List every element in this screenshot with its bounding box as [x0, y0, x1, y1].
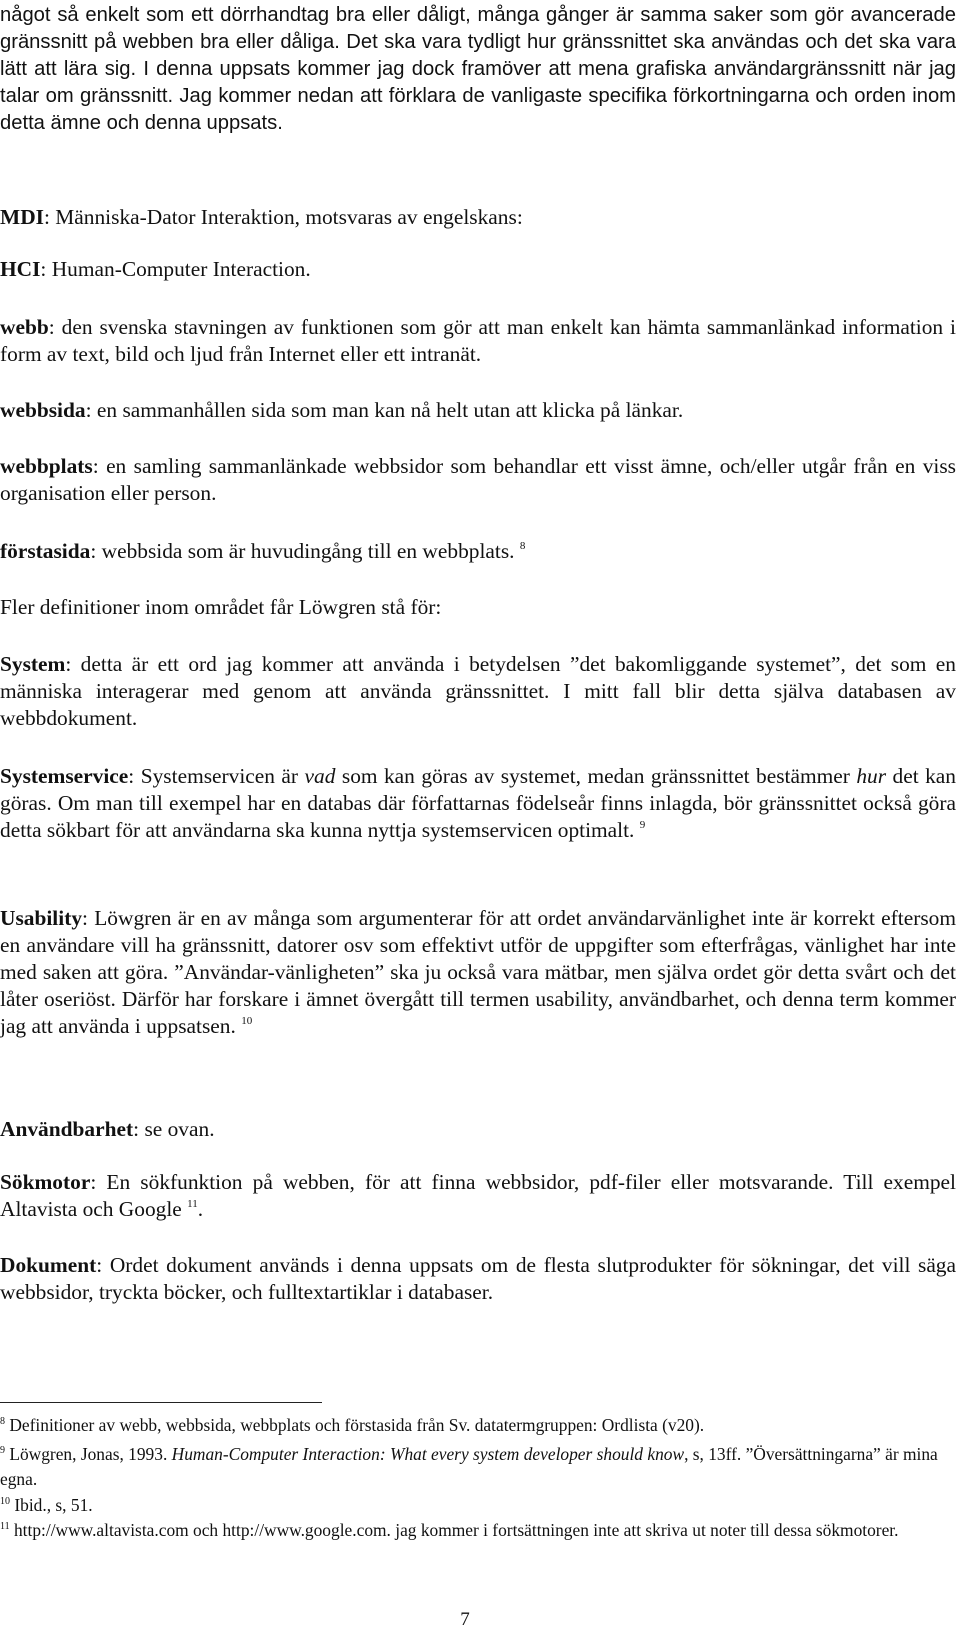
definition-forstasida: förstasida: webbsida som är huvudingång till en webbplats. $^8$	[0, 539, 526, 563]
definition-system: System: detta är ett ord jag kommer att använda i betydelsen ”det bakomliggande systemet”, det som en människa interagerar med genom att använda gränssnittet. I mitt fall blir detta själva databasen av webbdokument.	[0, 652, 956, 730]
intro-paragraph: något så enkelt som ett dörrhandtag bra eller dåligt, många gånger är samma saker som gör avancerade gränssnitt på webben bra eller dåliga. Det ska vara tydligt hur gränssnittet ska användas och det ska vara lätt att lära sig. I denna uppsats kommer jag dock framöver att mena grafiska användargränssnitt när jag talar om gränssnitt. Jag kommer nedan att förklara de vanligaste specifika förkortningarna och orden inom detta ämne och denna uppsats.	[0, 4, 957, 134]
footnote-11: $^{11}$ http://www.altavista.com och http://www.google.com. jag kommer i fortsättningen inte att skriva ut noter till dessa sökmotorer.	[0, 1520, 899, 1540]
footnote-ref[interactable]: 10	[241, 1015, 253, 1027]
definition-term: Usability	[0, 906, 83, 930]
definition-systemservice: Systemservice: Systemservicen är vad som kan göras av systemet, medan gränssnittet bestämmer hur det kan göras. Om man till exempel har en databas där författarnas födelseår finns inlagda, bör gränssnittet också göra detta sökbart för att användarna ska kunna nyttja systemservicen optimalt. $^9$	[0, 764, 956, 842]
footnote-ref[interactable]: 11	[187, 1198, 198, 1210]
definition-term: webb	[0, 315, 49, 339]
page-number: 7	[460, 1609, 470, 1630]
definition-sokmotor: Sökmotor: En sökfunktion på webben, för att finna webbsidor, pdf-filer eller motsvarande. Till exempel Altavista och Google $^{11}$.	[0, 1170, 956, 1221]
definition-term: HCI	[0, 257, 41, 281]
definition-hci: HCI: Human-Computer Interaction.	[0, 257, 311, 281]
definition-term: förstasida	[0, 539, 91, 563]
definition-term: MDI	[0, 205, 44, 229]
definition-webbplats: webbplats: en samling sammanlänkade webbsidor som behandlar ett visst ämne, och/eller utgår från en viss organisation eller person.	[0, 454, 956, 505]
more-definitions-intro: Fler definitioner inom området får Löwgren stå för:	[0, 595, 442, 619]
definition-webbsida: webbsida: en sammanhållen sida som man kan nå helt utan att klicka på länkar.	[0, 398, 684, 422]
definition-term: System	[0, 652, 66, 676]
cited-title: Human-Computer Interaction: What every system developer should know	[171, 1444, 685, 1464]
definition-mdi: MDI: Människa-Dator Interaktion, motsvaras av engelskans:	[0, 205, 523, 229]
footnote-separator	[0, 1402, 322, 1403]
definition-term: webbplats	[0, 454, 93, 478]
definition-dokument: Dokument: Ordet dokument används i denna uppsats om de flesta slutprodukter för sökningar, det vill säga webbsidor, tryckta böcker, och fulltextartiklar i databaser.	[0, 1253, 956, 1304]
footnote-10: $^{10}$ Ibid., s, 51.	[0, 1495, 93, 1515]
footnote-ref[interactable]: 9	[639, 819, 646, 831]
definition-term: Systemservice	[0, 764, 129, 788]
definition-usability: Usability: Löwgren är en av många som argumenterar för att ordet användarvänlighet inte är korrekt eftersom en användare vill ha gränssnitt, datorer osv som effektivt utför de uppgifter som efterfrågas, vänlighet har inte med saken att göra. ”Användar-vänligheten” ska ju också vara mätbar, men själva ordet gör detta svårt och det låter oseriöst. Därför har forskare i ämnet övergått till termen usability, användbarhet, och denna term kommer jag att använda i uppsatsen. $^{10}$	[0, 906, 956, 1038]
footnote-9: $^9$ Löwgren, Jonas, 1993. Human-Computer Interaction: What every system developer should know, s, 13ff. ”Översättningarna” är mina egna.	[0, 1444, 938, 1489]
definition-anvandbarhet: Användbarhet: se ovan.	[0, 1117, 215, 1141]
footnote-8: $^8$ Definitioner av webb, webbsida, webbplats och förstasida från Sv. datatermgruppen: Ordlista (v20).	[0, 1415, 705, 1435]
definition-term: Dokument	[0, 1253, 97, 1277]
footnote-ref[interactable]: 8	[519, 540, 526, 552]
definition-term: Sökmotor	[0, 1170, 91, 1194]
definition-term: webbsida	[0, 398, 86, 422]
definition-webb: webb: den svenska stavningen av funktionen som gör att man enkelt kan hämta sammanlänkad information i form av text, bild och ljud från Internet eller ett intranät.	[0, 315, 956, 366]
definition-term: Användbarhet	[0, 1117, 134, 1141]
